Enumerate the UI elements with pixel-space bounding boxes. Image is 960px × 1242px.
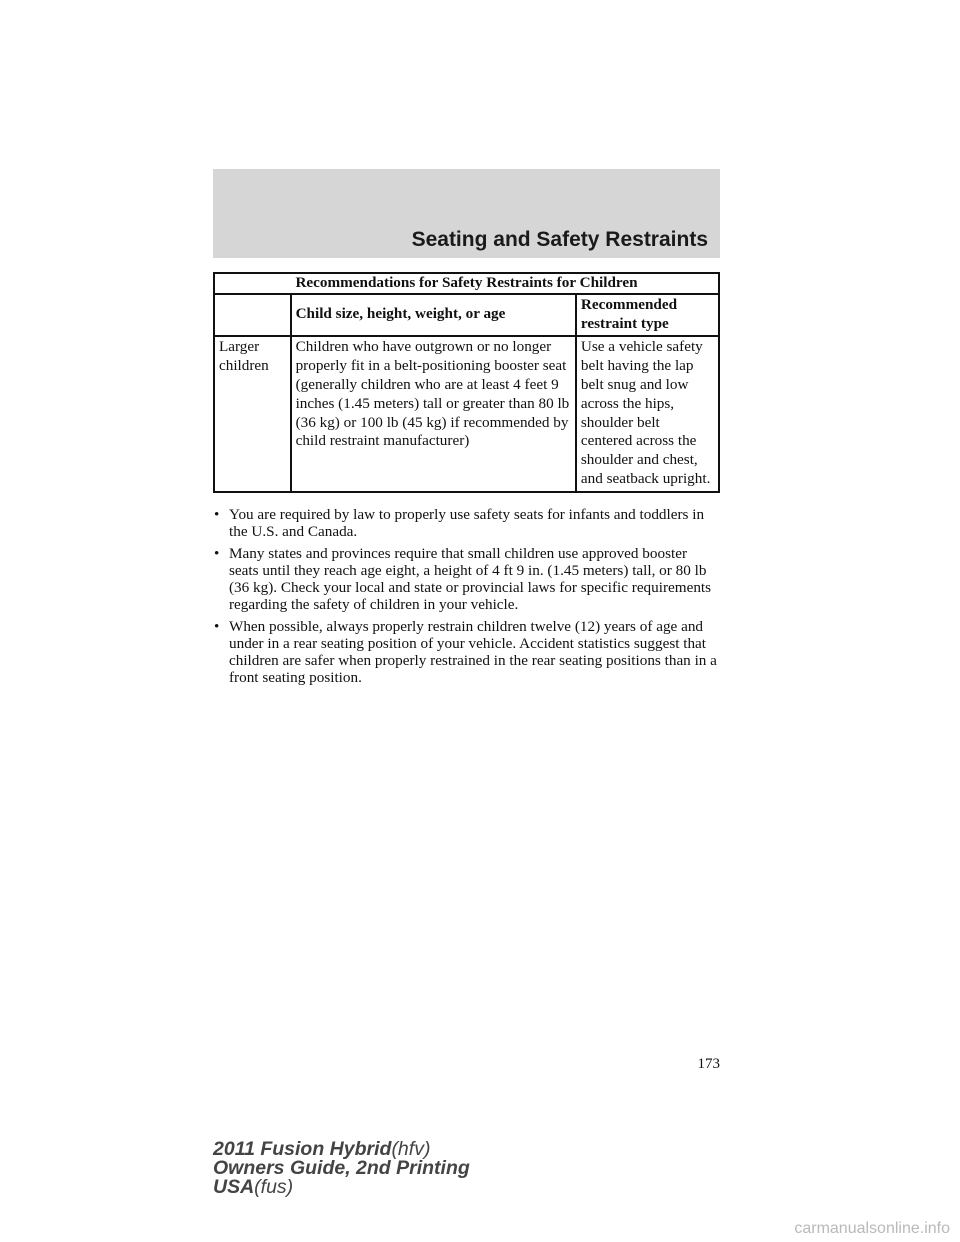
column-header-restraint-type: Recommended restraint type [576, 294, 719, 337]
table-header-row [214, 294, 719, 337]
restraint-recommendations-table [213, 272, 720, 493]
list-item-text: Many states and provinces require that small children use approved booster seats until they reach age eight, a height of 4 ft 9 in. (1.45 meters) tall, or 80 lb (36 kg). Check your local and state or provincial laws for specific requirements regarding the safety of children in your vehicle. [229, 545, 712, 613]
safety-notes-list [213, 506, 720, 691]
row-description-cell: Children who have outgrown or no longer properly fit in a belt-positioning booster seat (generally children who are at least 4 feet 9 inches (1.45 meters) tall or greater than 80 lb (36 kg) or 100 lb (45 kg) if recommended by child restraint manufacturer) [291, 336, 576, 491]
table-caption-row [214, 273, 719, 294]
footer-market-code: (fus) [254, 1176, 294, 1198]
bullet-icon: • [214, 618, 220, 635]
list-item-text: When possible, always properly restrain children twelve (12) years of age and under in a rear seating position of your vehicle. Accident statistics suggest that children are safer when properly restrained in the rear seating positions than in a front seating position. [229, 618, 717, 686]
footer-market: USA [213, 1176, 255, 1198]
row-restraint-cell: Use a vehicle safety belt having the lap belt snug and low across the hips, shoulder belt centered across the shoulder and chest, and seatback upright. [576, 336, 719, 491]
list-item-text: You are required by law to properly use safety seats for infants and toddlers in the U.S. and Canada. [229, 506, 705, 540]
footer-line-3 [213, 1178, 470, 1197]
section-title: Seating and Safety Restraints [411, 228, 708, 251]
table-caption: Recommendations for Safety Restraints for Children [214, 273, 719, 294]
watermark: carmanualsonline.info [794, 1220, 950, 1237]
row-category-cell: Larger children [214, 336, 291, 491]
list-item [213, 618, 720, 686]
page-number: 173 [697, 1056, 720, 1072]
document-footer [213, 1140, 470, 1197]
list-item [213, 545, 720, 613]
bullet-icon: • [214, 545, 220, 562]
column-header-child-size: Child size, height, weight, or age [291, 294, 576, 337]
table-row [214, 336, 719, 491]
footer-model-code: (hfv) [391, 1138, 431, 1160]
column-header-category [214, 294, 291, 337]
list-item [213, 506, 720, 540]
section-header-band [213, 169, 720, 258]
footer-guide: Owners Guide, 2nd Printing [213, 1157, 470, 1179]
bullet-icon: • [214, 506, 220, 523]
footer-model: 2011 Fusion Hybrid [213, 1138, 392, 1160]
